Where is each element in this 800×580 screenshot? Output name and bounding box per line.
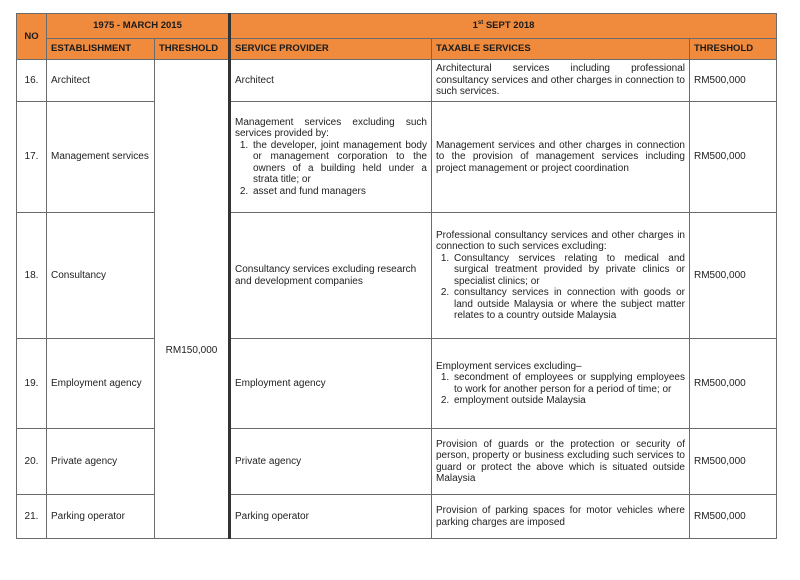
threshold-new-cell: RM500,000 (690, 339, 777, 429)
taxable-cell (432, 339, 690, 429)
provider-intro: Management services excluding such services provided by: (235, 116, 427, 140)
header-row-columns (17, 39, 777, 60)
provider-cell: Private agency (230, 429, 432, 495)
threshold-new-cell: RM500,000 (690, 495, 777, 539)
row-number: 18. (17, 213, 47, 339)
taxable-intro: Employment services excluding– (436, 360, 582, 372)
header-threshold-new: THRESHOLD (690, 39, 777, 60)
header-threshold-old: THRESHOLD (155, 39, 230, 60)
header-period-old: 1975 - MARCH 2015 (47, 14, 230, 39)
row-number: 20. (17, 429, 47, 495)
header-period-new: 1st SEPT 2018 (230, 14, 777, 39)
table-row (17, 213, 777, 339)
header-service-provider: SERVICE PROVIDER (230, 39, 432, 60)
taxable-cell (432, 213, 690, 339)
establishment-cell: Employment agency (47, 339, 155, 429)
header-establishment: ESTABLISHMENT (47, 39, 155, 60)
taxable-item: 1. secondment of employees or supplying employees to work for another person for a period of time; or (452, 372, 685, 395)
taxable-cell: Architectural services including professional consultancy services and other charges in connection to such services. (432, 60, 690, 102)
taxable-cell: Management services and other charges in connection to the provision of management services including project management or project coordination (432, 102, 690, 213)
threshold-new-cell: RM500,000 (690, 102, 777, 213)
row-number: 19. (17, 339, 47, 429)
establishment-cell: Private agency (47, 429, 155, 495)
threshold-new-cell: RM500,000 (690, 429, 777, 495)
establishment-cell: Architect (47, 60, 155, 102)
table-row (17, 60, 777, 102)
provider-cell: Consultancy services excluding research and development companies (230, 213, 432, 339)
threshold-new-cell: RM500,000 (690, 213, 777, 339)
table-row (17, 339, 777, 429)
taxable-item: 2. employment outside Malaysia (452, 395, 685, 407)
table-row (17, 102, 777, 213)
row-number: 16. (17, 60, 47, 102)
provider-cell: Parking operator (230, 495, 432, 539)
provider-cell: Architect (230, 60, 432, 102)
row-number: 21. (17, 495, 47, 539)
provider-item: 1. the developer, joint management body or management corporation to the owners of a building held under a strata title; or (251, 140, 427, 186)
header-taxable-services: TAXABLE SERVICES (432, 39, 690, 60)
provider-cell: Employment agency (230, 339, 432, 429)
taxable-item: 2. consultancy services in connection with goods or land outside Malaysia or where the subject matter relates to a country outside Malaysia (452, 287, 685, 322)
provider-cell (230, 102, 432, 213)
taxable-cell: Provision of guards or the protection or security of person, property or business excluding such services to guard or protect the above which is situated outside Malaysia (432, 429, 690, 495)
table-row (17, 495, 777, 539)
header-row-periods (17, 14, 777, 39)
tax-services-table (16, 13, 777, 539)
taxable-item: 1. Consultancy services relating to medical and surgical treatment provided by private clinics or specialist clinics; or (452, 253, 685, 288)
row-number: 17. (17, 102, 47, 213)
provider-item: 2. asset and fund managers (251, 186, 427, 198)
taxable-intro: Professional consultancy services and other charges in connection to such services excluding: (436, 229, 685, 252)
establishment-cell: Parking operator (47, 495, 155, 539)
threshold-new-cell: RM500,000 (690, 60, 777, 102)
establishment-cell: Consultancy (47, 213, 155, 339)
taxable-cell: Provision of parking spaces for motor vehicles where parking charges are imposed (432, 495, 690, 539)
threshold-old-cell: RM150,000 (155, 60, 230, 539)
header-no: NO (17, 14, 47, 60)
establishment-cell: Management services (47, 102, 155, 213)
table-row (17, 429, 777, 495)
